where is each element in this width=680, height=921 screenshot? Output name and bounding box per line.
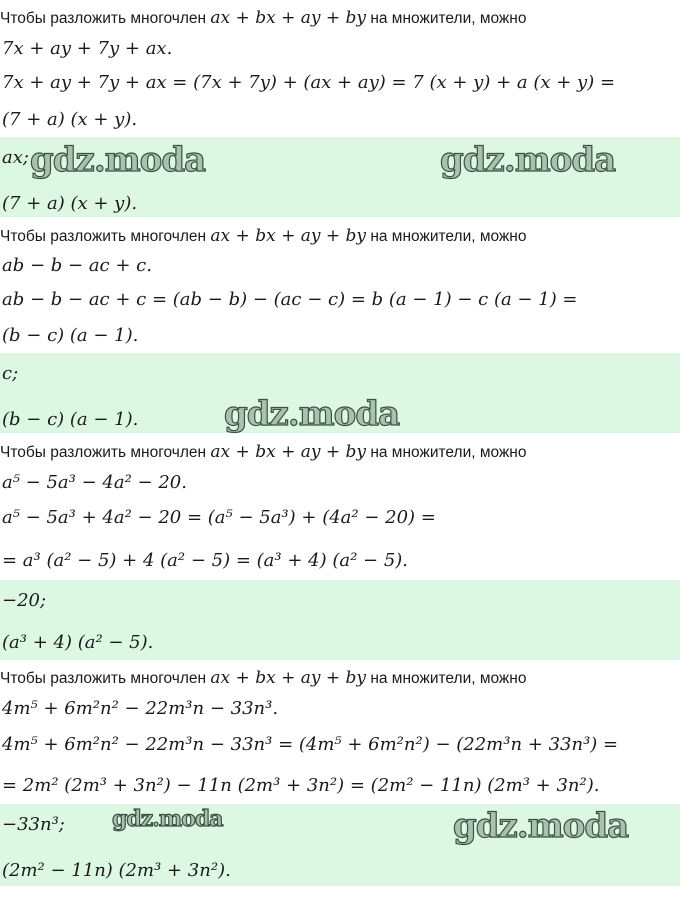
- watermark: gdz.moda: [440, 140, 616, 180]
- answer-term: c;: [2, 363, 19, 384]
- answer: (2m² − 11n) (2m³ + 3n²).: [2, 860, 231, 881]
- solution-line: (b − c) (a − 1).: [2, 325, 139, 346]
- intro-line-4: Чтобы разложить многочлен ax + bx + ay + by на множители, можно: [0, 668, 527, 688]
- answer: (7 + a) (x + y).: [2, 193, 138, 214]
- solution-line: = 2m² (2m³ + 3n²) − 11n (2m³ + 3n²) = (2m² − 11n) (2m³ + 3n²).: [2, 775, 600, 796]
- watermark: gdz.moda: [112, 806, 223, 832]
- solution-line: ab − b − ac + c = (ab − b) − (ac − c) = b (a − 1) − c (a − 1) =: [2, 289, 578, 310]
- answer-term: ax;: [2, 147, 29, 168]
- answer-term: −20;: [2, 590, 47, 611]
- watermark: gdz.moda: [453, 806, 629, 846]
- answer-band: [0, 580, 680, 660]
- answer: (a³ + 4) (a² − 5).: [2, 632, 154, 653]
- intro-line-3: Чтобы разложить многочлен ax + bx + ay + by на множители, можно: [0, 442, 527, 462]
- expression: 7x + ay + 7y + ax.: [2, 38, 173, 59]
- expression: a⁵ − 5a³ − 4a² − 20.: [2, 472, 187, 493]
- solution-line: 4m⁵ + 6m²n² − 22m³n − 33n³ = (4m⁵ + 6m²n²) − (22m³n + 33n³) =: [2, 734, 619, 755]
- expression: ab − b − ac + c.: [2, 255, 152, 276]
- answer: (b − c) (a − 1).: [2, 409, 139, 430]
- solution-line: (7 + a) (x + y).: [2, 109, 138, 130]
- intro-line-2: Чтобы разложить многочлен ax + bx + ay + by на множители, можно: [0, 226, 527, 246]
- intro-line-1: Чтобы разложить многочлен ax + bx + ay + by на множители, можно: [0, 8, 527, 28]
- watermark: gdz.moda: [30, 140, 206, 180]
- answer-term: −33n³;: [2, 814, 65, 835]
- expression: 4m⁵ + 6m²n² − 22m³n − 33n³.: [2, 698, 279, 719]
- solution-line: = a³ (a² − 5) + 4 (a² − 5) = (a³ + 4) (a² − 5).: [2, 550, 409, 571]
- solution-line: 7x + ay + 7y + ax = (7x + 7y) + (ax + ay) = 7 (x + y) + a (x + y) =: [2, 72, 616, 93]
- solution-line: a⁵ − 5a³ + 4a² − 20 = (a⁵ − 5a³) + (4a² − 20) =: [2, 507, 436, 528]
- watermark: gdz.moda: [224, 394, 400, 434]
